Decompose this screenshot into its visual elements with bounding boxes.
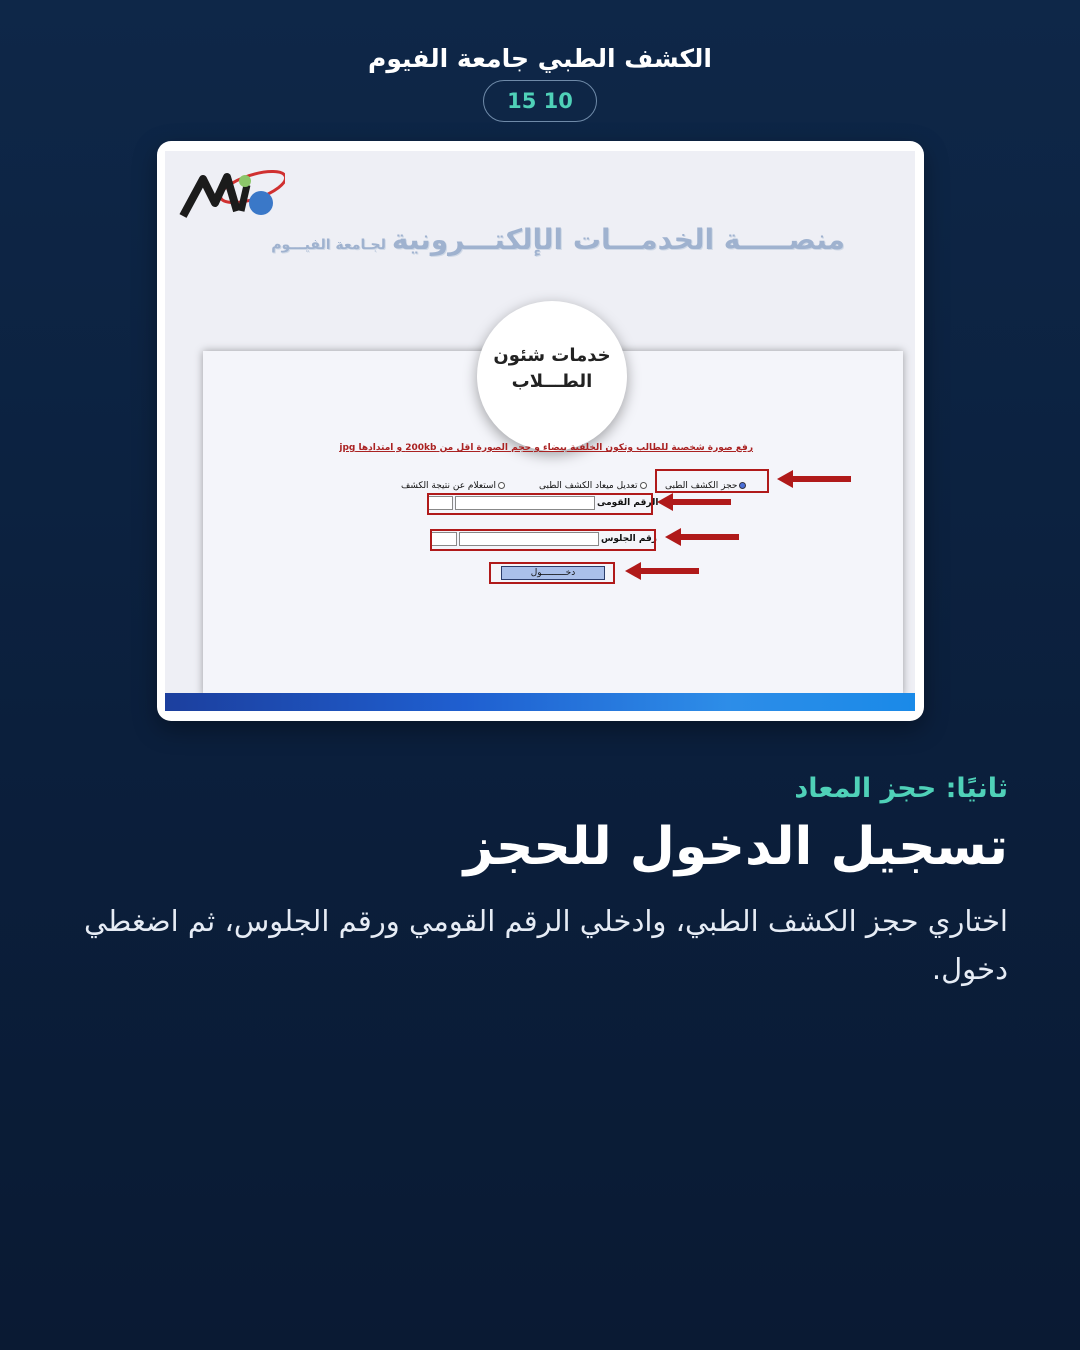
highlight-box-seat-number (430, 529, 656, 551)
highlight-box-national-id (427, 493, 653, 515)
portal-screenshot (165, 151, 915, 711)
option-book-medical-exam[interactable]: حجز الكشف الطبى (665, 481, 746, 491)
option-change-exam-date[interactable]: تعديل ميعاد الكشف الطبى (539, 481, 647, 491)
option-exam-result-inquiry[interactable]: استعلام عن نتيجة الكشف (401, 481, 505, 491)
student-affairs-badge (477, 301, 627, 451)
login-button[interactable]: دخـــــــــول (501, 566, 605, 580)
red-arrow-icon (665, 528, 739, 546)
badge-line-2: الطـــلاب (511, 371, 593, 392)
radio-icon[interactable] (498, 482, 505, 489)
section-label: ثانيًا: حجز المعاد (794, 773, 1008, 804)
seat-number-label: رقم الجلوس (601, 534, 657, 544)
badge-line-1: خدمات شئون (493, 345, 611, 366)
radio-icon[interactable] (640, 482, 647, 489)
page-header-title: الكشف الطبي جامعة الفيوم (368, 44, 712, 73)
portal-footer-strip (165, 693, 915, 711)
highlight-box-login (489, 562, 615, 584)
red-arrow-icon (777, 470, 851, 488)
slide-counter: 10 15 (483, 80, 597, 122)
main-heading: تسجيل الدخول للحجز (463, 817, 1008, 877)
portal-university-label: لجـامعة الفيـــوم (271, 237, 386, 253)
red-arrow-icon (625, 562, 699, 580)
screenshot-card (157, 141, 924, 721)
national-id-label: الرقم القومى (597, 498, 659, 508)
red-arrow-icon (657, 493, 731, 511)
university-logo-icon (175, 161, 285, 231)
highlight-box-option (655, 469, 769, 493)
instructions-text: اختاري حجز الكشف الطبي، وادخلي الرقم القومي ورقم الجلوس، ثم اضغطي دخول. (84, 904, 1008, 986)
portal-title: منصـــــة الخدمـــات الإلكتـــرونيةلجـامعة الفيـــوم (271, 223, 845, 256)
photo-upload-note: رفع صورة شخصية للطالب وتكون الخلفية بيضاء و حجم الصورة اقل من 200kb و امتدادها jpg (339, 443, 753, 453)
